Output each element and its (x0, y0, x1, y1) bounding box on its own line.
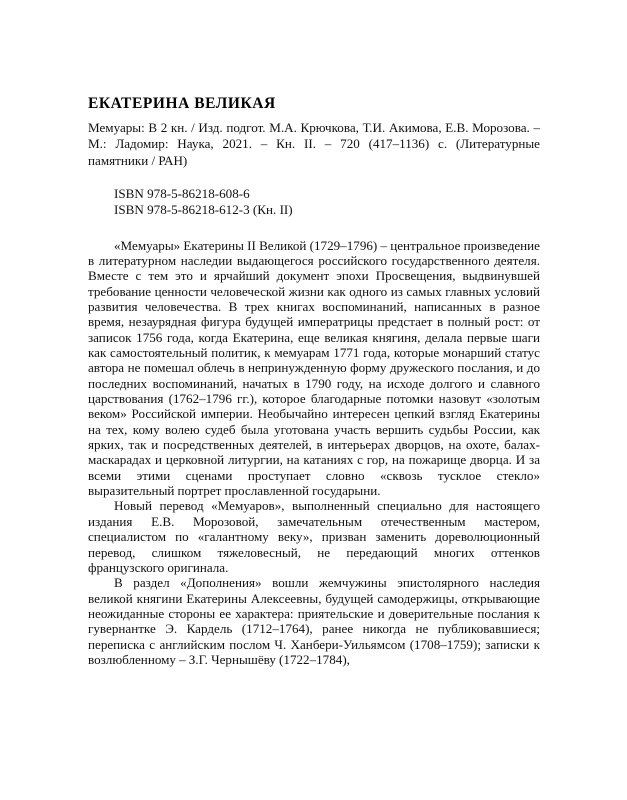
annotation-body (88, 238, 540, 668)
annotation-paragraph: Новый перевод «Мемуаров», выполненный специально для настоящего издания Е.В. Морозовой, замечательным отечественным мастером, специалистом по «галантному веку», призван заменить дореволюционный перевод, слишком тяжеловесный, не передающий многих оттенков французского оригинала. (88, 498, 540, 575)
isbn-line: ISBN 978-5-86218-612-3 (Кн. II) (114, 202, 293, 218)
isbn-line: ISBN 978-5-86218-608-6 (114, 186, 250, 202)
page-title: ЕКАТЕРИНА ВЕЛИКАЯ (88, 95, 276, 112)
imprint-description: Мемуары: В 2 кн. / Изд. подгот. М.А. Крючкова, Т.И. Акимова, Е.В. Морозова. – М.: Ладомир: Наука, 2021. – Кн. II. – 720 (417–1136) с. (Литературные памятники / РАН) (88, 120, 540, 168)
annotation-paragraph: «Мемуары» Екатерины II Великой (1729–1796) – центральное произведение в литературном наследии выдающегося российского государственного деятеля. Вместе с тем это и ярчайший документ эпохи Просвещения, выдвинувшей требование ценности человеческой жизни как одного из самых главных условий развития человечества. В трех книгах воспоминаний, написанных в разное время, незаурядная фигура будущей императрицы предстает в полный рост: от записок 1756 года, когда Екатерина, еще великая княгиня, делала первые шаги как самостоятельный политик, к мемуарам 1771 года, которые монарший статус автора не помешал облечь в непринужденную форму дружеского послания, и до последних воспоминаний, начатых в 1790 году, на исходе долгого и славного царствования (1762–1796 гг.), которое благодарные потомки назовут «золотым веком» Российской империи. Необычайно интересен цепкий взгляд Екатерины на тех, кому волею судеб была уготована участь вершить судьбы России, как ярких, так и посредственных деятелей, в интерьерах дворцов, на охоте, балах-маскарадах и церковной литургии, на катаниях с гор, на пожарище дворца. И за всеми этими сценами проступает словно «сквозь тусклое стекло» выразительный портрет прославленной государыни. (88, 237, 540, 499)
text-column (88, 94, 540, 667)
annotation-paragraph: В раздел «Дополнения» вошли жемчужины эпистолярного наследия великой княгини Екатерины Алексеевны, будущей самодержицы, открывающие неожиданные стороны ее характера: приятельские и доверительные послания к гувернантке Э. Кардель (1712–1764), ранее никогда не публиковавшиеся; переписка с английским послом Ч. Ханбери-Уильямсом (1708–1759); записки к возлюбленному – З.Г. Чернышёву (1722–1784), (88, 575, 540, 667)
isbn-block (88, 186, 540, 218)
